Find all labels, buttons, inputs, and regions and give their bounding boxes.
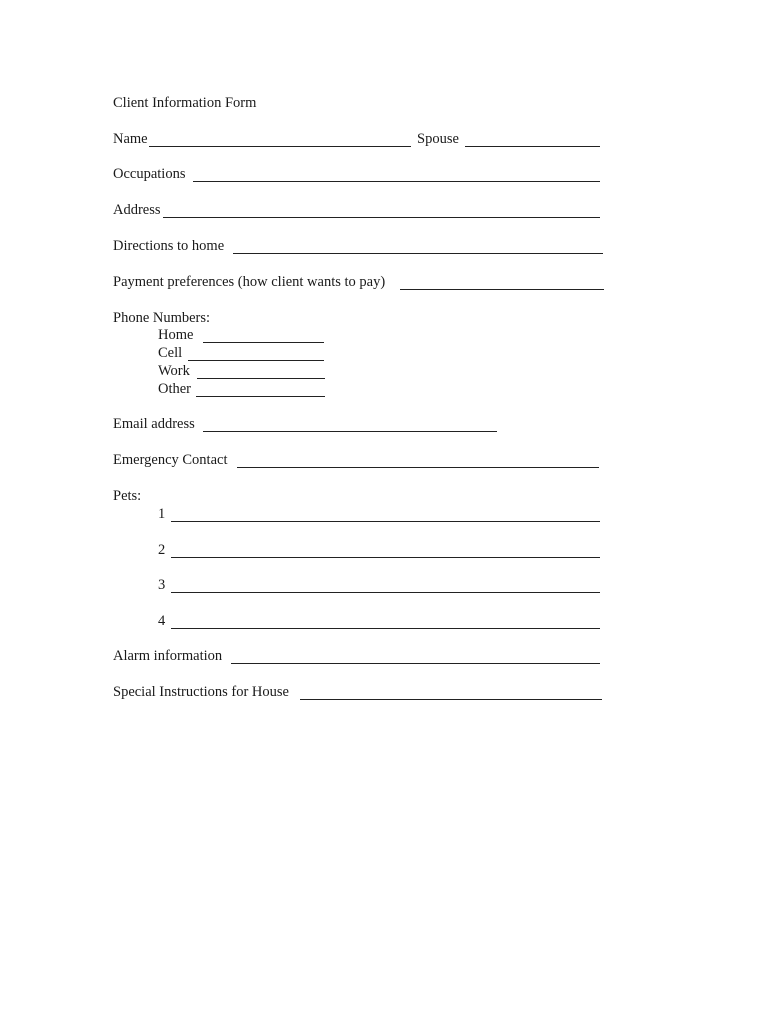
phone-cell-row: [158, 343, 338, 363]
payment-row: [113, 272, 613, 292]
pet-field-2[interactable]: [171, 557, 600, 558]
name-field[interactable]: [149, 146, 411, 147]
payment-field[interactable]: [400, 289, 604, 290]
phone-work-row: [158, 361, 338, 381]
address-label: Address: [113, 202, 161, 218]
pet-number: 1: [158, 506, 166, 522]
phone-work-label: Work: [158, 363, 190, 379]
phone-home-label: Home: [158, 327, 194, 343]
pet-row-1: [158, 504, 608, 524]
directions-label: Directions to home: [113, 238, 225, 254]
occupations-field[interactable]: [193, 181, 600, 182]
special-instructions-label: Special Instructions for House: [113, 684, 289, 700]
alarm-field[interactable]: [231, 663, 600, 664]
alarm-row: [113, 646, 613, 666]
directions-field[interactable]: [233, 253, 603, 254]
pet-field-3[interactable]: [171, 592, 600, 593]
address-row: [113, 200, 613, 220]
pet-row-2: [158, 540, 608, 560]
emergency-label: Emergency Contact: [113, 452, 228, 468]
spouse-field[interactable]: [465, 146, 600, 147]
pet-number: 3: [158, 577, 166, 593]
email-label: Email address: [113, 416, 195, 432]
directions-row: [113, 236, 613, 256]
phone-home-row: [158, 325, 338, 345]
phone-other-label: Other: [158, 381, 192, 397]
address-field[interactable]: [163, 217, 600, 218]
occupations-label: Occupations: [113, 166, 186, 182]
pet-row-3: [158, 575, 608, 595]
phone-other-row: [158, 379, 338, 399]
alarm-label: Alarm information: [113, 648, 223, 664]
pet-field-1[interactable]: [171, 521, 600, 522]
form-title: Client Information Form: [113, 95, 257, 111]
emergency-row: [113, 450, 613, 470]
occupations-row: [113, 164, 613, 184]
email-field[interactable]: [203, 431, 497, 432]
name-label: Name: [113, 131, 148, 147]
phone-numbers-label: Phone Numbers:: [113, 310, 211, 326]
special-instructions-field[interactable]: [300, 699, 602, 700]
name-row: [113, 129, 613, 149]
spouse-label: Spouse: [417, 131, 459, 147]
pet-number: 2: [158, 542, 166, 558]
special-row: [113, 682, 613, 702]
emergency-field[interactable]: [237, 467, 599, 468]
pet-row-4: [158, 611, 608, 631]
phone-other-field[interactable]: [196, 396, 325, 397]
pets-label: Pets:: [113, 488, 142, 504]
email-row: [113, 414, 613, 434]
pet-number: 4: [158, 613, 166, 629]
pet-field-4[interactable]: [171, 628, 600, 629]
payment-label: Payment preferences (how client wants to pay): [113, 274, 386, 290]
phone-cell-label: Cell: [158, 345, 183, 361]
